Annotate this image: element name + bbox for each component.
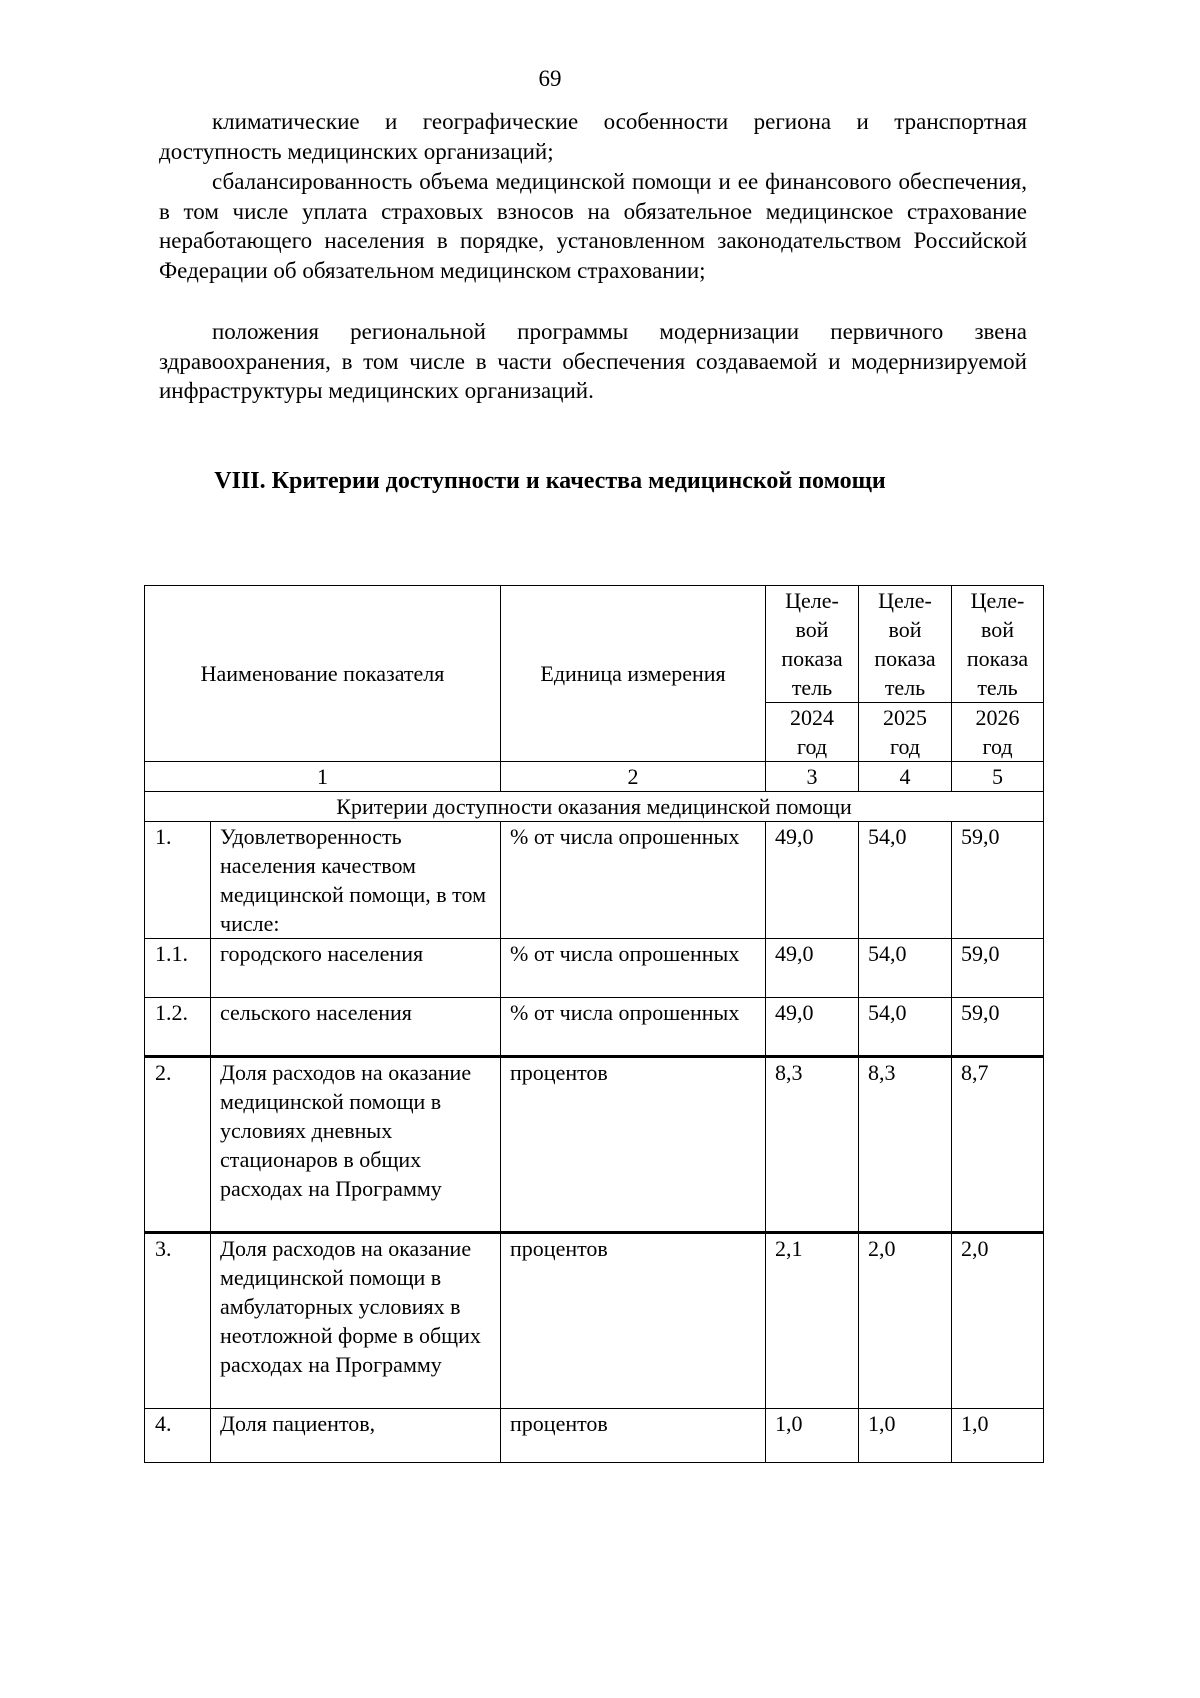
section-row: [145, 792, 1044, 822]
row-indicator-name: сельского населения: [211, 998, 501, 1057]
header-year-2026: 2026 год: [952, 703, 1044, 762]
row-value-2026: 59,0: [952, 822, 1044, 939]
header-target-2024: Целе- вой показа тель: [766, 586, 859, 703]
row-number: 1.2.: [145, 998, 211, 1057]
row-value-2025: 8,3: [859, 1057, 952, 1233]
row-indicator-name: городского населения: [211, 939, 501, 998]
row-unit: процентов: [501, 1057, 766, 1233]
header-indicator-name: Наименование показателя: [145, 586, 501, 762]
row-value-2025: 54,0: [859, 822, 952, 939]
table-row: [145, 1233, 1044, 1409]
criteria-table: [144, 585, 1044, 1463]
row-value-2025: 54,0: [859, 998, 952, 1057]
header-target-2025: Целе- вой показа тель: [859, 586, 952, 703]
row-unit: % от числа опрошенных: [501, 822, 766, 939]
row-value-2024: 1,0: [766, 1409, 859, 1463]
row-value-2024: 49,0: [766, 998, 859, 1057]
column-number: 3: [766, 762, 859, 792]
header-unit: Единица измерения: [501, 586, 766, 762]
table-row: [145, 822, 1044, 939]
row-value-2024: 2,1: [766, 1233, 859, 1409]
row-number: 3.: [145, 1233, 211, 1409]
row-value-2024: 49,0: [766, 939, 859, 998]
paragraph-modernization: положения региональной программы модернизации первичного звена здравоохранения, в том числе в части обеспечения создаваемой и модернизируемой инфраструктуры медицинских организаций.: [159, 319, 1027, 403]
row-indicator-name: Удовлетворенность населения качеством медицинской помощи, в том числе:: [211, 822, 501, 939]
column-number: 4: [859, 762, 952, 792]
row-value-2025: 1,0: [859, 1409, 952, 1463]
row-unit: процентов: [501, 1409, 766, 1463]
row-number: 1.1.: [145, 939, 211, 998]
column-number: 5: [952, 762, 1044, 792]
row-indicator-name: Доля пациентов,: [211, 1409, 501, 1463]
row-value-2026: 59,0: [952, 998, 1044, 1057]
row-unit: % от числа опрошенных: [501, 998, 766, 1057]
header-year-2024: 2024 год: [766, 703, 859, 762]
header-target-2026: Целе- вой показа тель: [952, 586, 1044, 703]
table-row: [145, 1057, 1044, 1233]
row-value-2026: 2,0: [952, 1233, 1044, 1409]
table-row: [145, 1409, 1044, 1463]
column-number-row: [145, 762, 1044, 792]
row-unit: % от числа опрошенных: [501, 939, 766, 998]
row-number: 4.: [145, 1409, 211, 1463]
row-indicator-name: Доля расходов на оказание медицинской помощи в условиях дневных стационаров в общих расходах на Программу: [211, 1057, 501, 1233]
row-unit: процентов: [501, 1233, 766, 1409]
header-row: [145, 586, 1044, 703]
row-value-2026: 1,0: [952, 1409, 1044, 1463]
row-value-2026: 8,7: [952, 1057, 1044, 1233]
row-value-2025: 2,0: [859, 1233, 952, 1409]
column-number: 2: [501, 762, 766, 792]
header-year-2025: 2025 год: [859, 703, 952, 762]
section-row-label: Критерии доступности оказания медицинской помощи: [145, 792, 1044, 822]
row-number: 1.: [145, 822, 211, 939]
table-row: [145, 998, 1044, 1057]
column-number: 1: [145, 762, 501, 792]
row-value-2025: 54,0: [859, 939, 952, 998]
row-number: 2.: [145, 1057, 211, 1233]
row-value-2026: 59,0: [952, 939, 1044, 998]
section-title: VIII. Критерии доступности и качества медицинской помощи: [214, 468, 886, 494]
paragraph-balance: сбалансированность объема медицинской помощи и ее финансового обеспечения, в том числе уплата страховых взносов на обязательное медицинское страхование неработающего населения в порядке, установленном законодательством Российской Федерации об обязательном медицинском страховании;: [159, 169, 1027, 283]
page-number: 69: [538, 66, 562, 91]
paragraph-climate: климатические и географические особенности региона и транспортная доступность медицинских организаций;: [159, 109, 1027, 164]
row-value-2024: 49,0: [766, 822, 859, 939]
row-value-2024: 8,3: [766, 1057, 859, 1233]
row-indicator-name: Доля расходов на оказание медицинской помощи в амбулаторных условиях в неотложной форме в общих расходах на Программу: [211, 1233, 501, 1409]
table-row: [145, 939, 1044, 998]
